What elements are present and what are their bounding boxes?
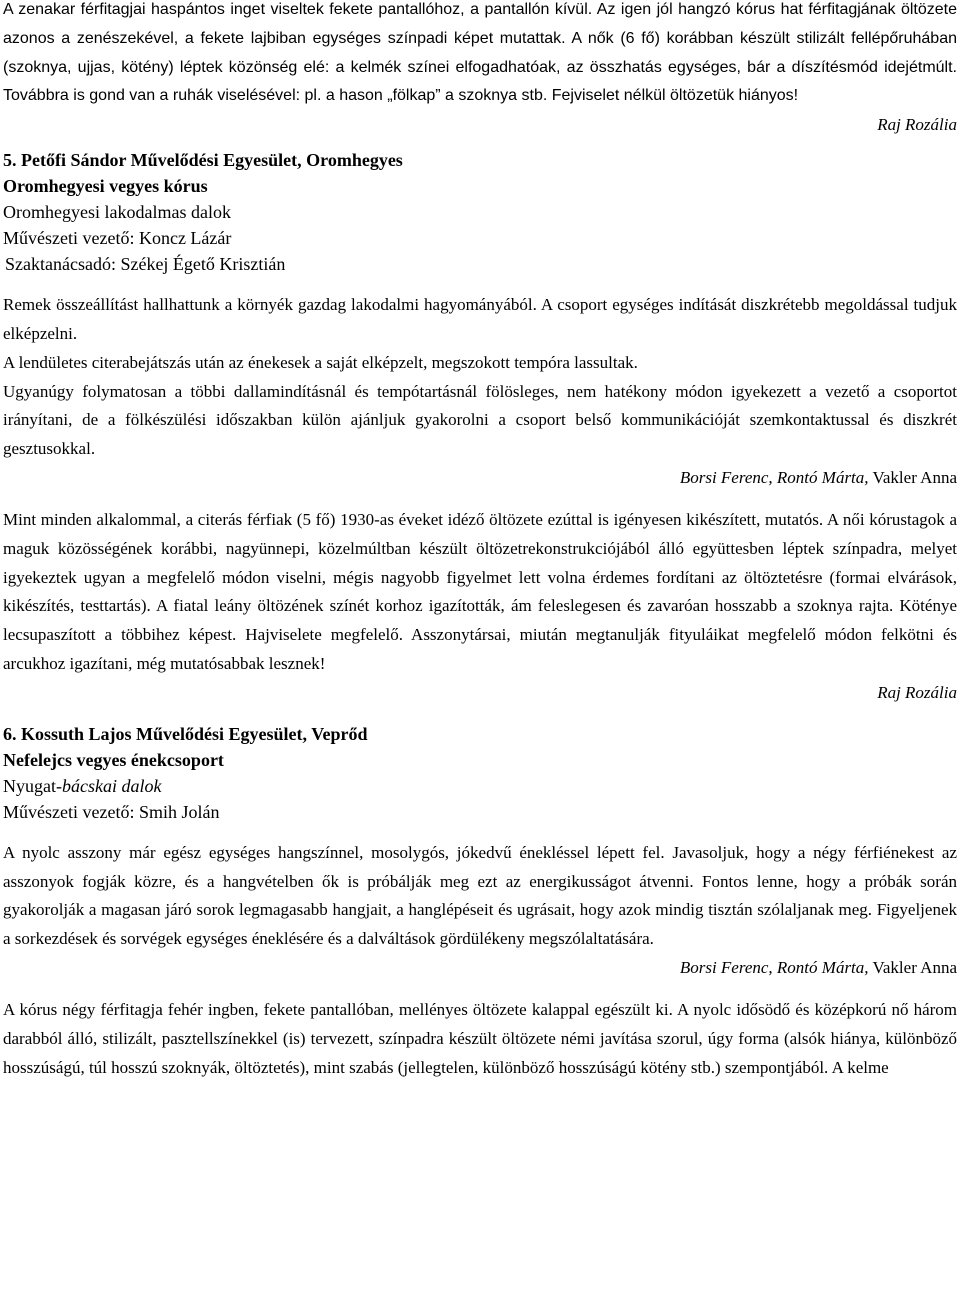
signature-name-plain: Vakler Anna [872,957,957,977]
section5-paragraph-1c: Ugyanúgy folymatosan a többi dallamindításnál és tempótartásnál fölösleges, nem hatékony módon igyekezett a vezető a csoportot irányítani, de a fölkészülési időszakban külön ajánljuk gyakorolni a csoport belső kommunikációját szemkontaktussal és diszkrét gesztusokkal. [3,381,957,459]
section5-paragraph-1b: A lendületes citerabejátszás után az énekesek a saját elképzelt, megszokott tempóra lassultak. [3,352,638,372]
signature-names-italic: Borsi Ferenc, Rontó Márta, [679,467,869,487]
section6-group: Nefelejcs vegyes énekcsoport [3,749,224,770]
program-italic: bácskai dalok [61,775,162,796]
prev-section-paragraph: A zenakar férfitagjai haspántos inget viseltek fekete pantallóhoz, a pantallón kívül. Az igen jól hangzó kórus hat férfitagjának öltözete azonos a zenészekével, a fekete lajbiban egységes színpadi képet mutattak. A nők (6 fő) korábban készült stilizált fellépőruhában (szoknya, ujjas, kötény) léptek közönség elé: a kelmék színei elfogadhatóak, az összhatás egységes, bár a díszítésmód idejétmúlt. Továbbra is gond van a ruhák viselésével: pl. a hason „fölkap” a szoknya stb. Fejviselet nélkül öltözetük hiányos! [3,1,957,105]
signature-name-plain: Vakler Anna [872,467,957,487]
prev-section-signature [3,111,957,139]
section6-paragraph-1: A nyolc asszony már egész egységes hangszínnel, mosolygós, jókedvű énekléssel lépett fel. Javasoljuk, hogy a négy férfiénekest az asszonyok fogják közre, és a hangvételben ők is próbálják meg ezt az energikusságot átvenni. Fontos lenne, hogy a próbák során gyakorolják a magasan járó sorok legmagasabb hangjait, a hanglépéseit és ugrásait, hogy azok mindig tisztán szólaljanak meg. Figyeljenek a sorkezdések és sorvégek egységes éneklésére és a dalváltások gördülékeny megszólaltatására. [3,842,957,949]
section6-title: 6. Kossuth Lajos Művelődési Egyesület, Veprőd [3,723,368,744]
section6-program [3,773,957,799]
section5-signature-1 [3,464,957,492]
section5-signature-2 [3,679,957,707]
program-plain: Nyugat- [3,775,62,796]
document-page [3,0,957,1082]
section5-paragraph-1a: Remek összeállítást hallhattunk a környék gazdag lakodalmi hagyományából. A csoport egységes indítását diszkrétebb megoldással tudjuk elképzelni. [3,295,957,343]
section5-group: Oromhegyesi vegyes kórus [3,176,208,197]
section5-paragraph-2: Mint minden alkalommal, a citerás férfiak (5 fő) 1930-as éveket idéző öltözete ezúttal is igényesen kikészített, mutatós. A női kórustagok a maguk közösségének korábbi, nagyünnepi, közelmúltban készült öltözetrekonstrukciójából álló együttesben léptek színpadra, melyet igyekeztek ugyan a megfelelő módon viselni, mégis nagyobb figyelmet lett volna érdemes fordítani az öltöztetésre (formai elvárások, kikészítés, testtartás). A fiatal leány öltözének színét korhoz igazították, ám feleslegesen és zavaróan hosszabb a szoknya rajta. Köténye lecsupaszított a többihez képest. Hajviselete megfelelő. Asszonytársai, miután megtanulják fityuláikat megfelelő módon felkötni és arcukhoz igazítani, még mutatósabbak lesznek! [3,509,957,673]
section5-title: 5. Petőfi Sándor Művelődési Egyesület, Oromhegyes [3,150,403,171]
section5-leader: Művészeti vezető: Koncz Lázár [3,228,232,249]
section6-paragraph-2: A kórus négy férfitagja fehér ingben, fekete pantallóban, mellényes öltözete kalappal egészült ki. A nyolc idősödő és középkorú nő három darabból álló, stilizált, pasztellszínekkel (is) tervezett, színpadra készült öltözete némi javítása szorul, úgy forma (alsók hiánya, különböző hosszúságú, túl hosszú szoknyák, öltöztetés), mint szabás (jellegtelen, különböző hosszúságú kötény stb.) szempontjából. A kelme [3,999,957,1077]
signature-names-italic: Borsi Ferenc, Rontó Márta, [679,957,869,977]
signature-name: Raj Rozália [877,682,957,702]
section6-signature-1 [3,954,957,982]
section5-program: Oromhegyesi lakodalmas dalok [3,202,231,223]
section5-advisor: Szaktanácsadó: Székej Égető Krisztián [5,254,286,275]
section6-leader: Művészeti vezető: Smih Jolán [3,801,220,822]
signature-name: Raj Rozália [877,115,957,135]
